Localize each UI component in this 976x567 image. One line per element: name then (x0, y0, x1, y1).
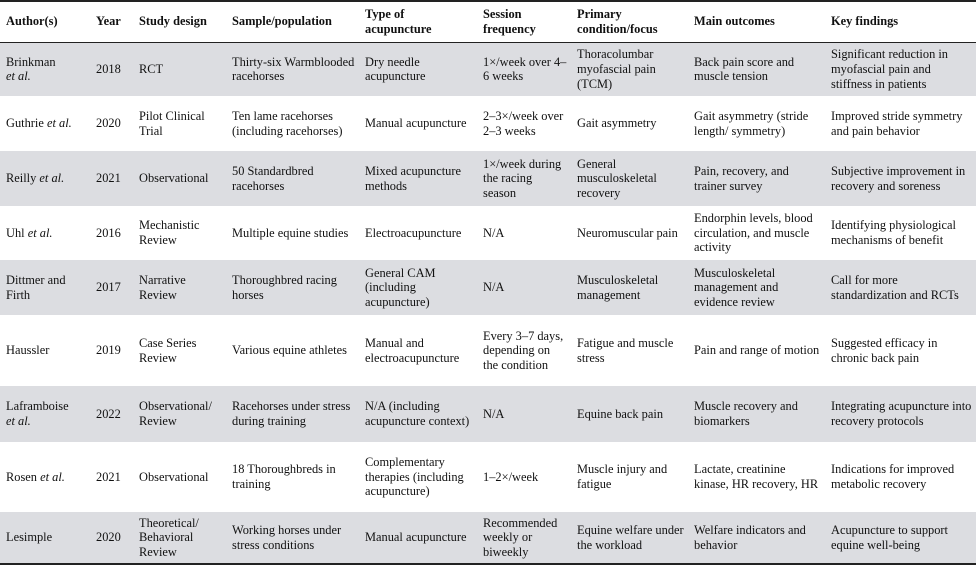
cell-type: Manual acupuncture (365, 116, 467, 131)
cell-frequency: N/A (477, 386, 571, 442)
cell-condition: General musculoskeletal recovery (571, 151, 688, 206)
cell-condition: Musculoskeletal management (571, 260, 688, 315)
table-header-row (0, 1, 976, 42)
cell-outcomes: Pain, recovery, and trainer survey (688, 151, 825, 206)
cell-type: Complementary therapies (including acupuncture) (365, 455, 464, 499)
cell-year: 2021 (90, 151, 133, 206)
cell-author (0, 151, 90, 206)
cell-condition: Gait asymmetry (577, 116, 657, 131)
cell-outcomes: Endorphin levels, blood circulation, and muscle activity (694, 211, 813, 255)
cell-year: 2020 (90, 512, 133, 564)
author-name: Laframboise (6, 399, 69, 414)
author-etal: et al. (6, 69, 31, 84)
cell-design: Narrative Review (133, 260, 226, 315)
cell-frequency: 2–3×/week over 2–3 weeks (483, 108, 564, 138)
cell-sample: Multiple equine studies (232, 225, 349, 240)
cell-frequency: N/A (477, 260, 571, 315)
author-etal: et al. (40, 469, 65, 484)
cell-year: 2022 (90, 386, 133, 442)
cell-author (0, 96, 90, 151)
table-row (0, 512, 976, 564)
cell-condition: Equine back pain (571, 386, 688, 442)
cell-findings: Improved stride symmetry and pain behavior (831, 108, 963, 138)
cell-type: General CAM (including acupuncture) (359, 260, 477, 315)
cell-design: Observational/ Review (133, 386, 226, 442)
cell-condition: Fatigue and muscle stress (577, 335, 674, 365)
author-name: Brinkman (6, 54, 56, 69)
cell-sample: Ten lame racehorses (including racehorses) (232, 108, 343, 138)
cell-condition: Thoracolumbar myofascial pain (TCM) (571, 42, 688, 96)
cell-findings: Acupuncture to support equine well-being (825, 512, 976, 564)
cell-year: 2021 (96, 469, 121, 484)
header-primary-condition: Primary condition/focus (571, 1, 688, 42)
header-session-frequency: Session frequency (477, 1, 571, 42)
cell-year: 2018 (90, 42, 133, 96)
cell-outcomes: Musculoskeletal management and evidence review (688, 260, 825, 315)
cell-type: Manual and electroacupuncture (365, 335, 460, 365)
cell-frequency: 1×/week over 4–6 weeks (477, 42, 571, 96)
cell-author (0, 206, 90, 260)
cell-condition: Equine welfare under the workload (571, 512, 688, 564)
cell-findings: Integrating acupuncture into recovery protocols (825, 386, 976, 442)
header-sample: Sample/population (226, 1, 359, 42)
cell-sample: Thoroughbred racing horses (226, 260, 359, 315)
cell-design: Theoretical/ Behavioral Review (133, 512, 226, 564)
author-name: Rosen (6, 469, 37, 484)
cell-sample: Racehorses under stress during training (226, 386, 359, 442)
cell-author (0, 512, 90, 564)
author-name: Guthrie (6, 116, 44, 131)
table-row (0, 151, 976, 206)
cell-design: Mechanistic Review (139, 218, 200, 247)
table-row (0, 206, 976, 260)
author-name: Reilly (6, 171, 37, 186)
header-key-findings: Key findings (825, 1, 976, 42)
cell-author (0, 386, 90, 442)
cell-findings: Significant reduction in myofascial pain and stiffness in patients (825, 42, 976, 96)
author-etal: et al. (39, 171, 65, 186)
header-study-design: Study design (133, 1, 226, 42)
cell-sample: Various equine athletes (232, 343, 347, 358)
cell-findings: Identifying physiological mechanisms of benefit (831, 218, 956, 247)
cell-outcomes: Pain and range of motion (694, 343, 820, 358)
author-etal: et al. (46, 116, 72, 131)
table-row (0, 42, 976, 96)
cell-author (0, 315, 90, 386)
cell-frequency: 1–2×/week (483, 469, 539, 484)
cell-design: Pilot Clinical Trial (139, 108, 205, 138)
table-row (0, 96, 976, 151)
author-name: Lesimple (6, 530, 53, 545)
cell-design: Case Series Review (139, 335, 197, 365)
header-year: Year (90, 1, 133, 42)
cell-type: Manual acupuncture (359, 512, 477, 564)
cell-outcomes: Lactate, creatinine kinase, HR recovery, HR (694, 462, 819, 491)
cell-outcomes: Gait asymmetry (stride length/ symmetry) (694, 108, 809, 138)
cell-design: Observational (139, 469, 209, 484)
cell-outcomes: Welfare indicators and behavior (688, 512, 825, 564)
table-row (0, 315, 976, 386)
cell-year: 2020 (96, 116, 121, 131)
cell-author (0, 442, 90, 512)
cell-outcomes: Muscle recovery and biomarkers (688, 386, 825, 442)
cell-design: Observational (133, 151, 226, 206)
cell-findings: Suggested efficacy in chronic back pain (831, 335, 938, 365)
cell-type: Mixed acupuncture methods (359, 151, 477, 206)
author-etal: et al. (27, 225, 53, 240)
author-name: Dittmer and Firth (6, 272, 66, 302)
cell-findings: Subjective improvement in recovery and soreness (825, 151, 976, 206)
cell-frequency: Every 3–7 days, depending on the condition (483, 328, 564, 372)
author-etal: et al. (6, 414, 31, 428)
cell-condition: Neuromuscular pain (577, 225, 678, 240)
cell-sample: 18 Thoroughbreds in training (232, 462, 336, 491)
cell-design: RCT (133, 42, 226, 96)
cell-author (0, 260, 90, 315)
table-row (0, 260, 976, 315)
cell-year: 2017 (90, 260, 133, 315)
cell-frequency: Recommended weekly or biweekly (477, 512, 571, 564)
cell-sample: Working horses under stress conditions (226, 512, 359, 564)
cell-frequency: 1×/week during the racing season (477, 151, 571, 206)
table-row (0, 442, 976, 512)
cell-sample: Thirty-six Warmblooded racehorses (226, 42, 359, 96)
header-main-outcomes: Main outcomes (688, 1, 825, 42)
header-author: Author(s) (0, 1, 90, 42)
cell-year: 2016 (96, 225, 121, 240)
table-row (0, 386, 976, 442)
cell-sample: 50 Standardbred racehorses (226, 151, 359, 206)
header-acupuncture-type: Type of acupuncture (359, 1, 477, 42)
cell-year: 2019 (96, 343, 121, 358)
cell-findings: Indications for improved metabolic recovery (831, 462, 955, 491)
cell-type: N/A (including acupuncture context) (359, 386, 477, 442)
author-name: Haussler (6, 343, 50, 358)
cell-type: Electroacupuncture (365, 225, 462, 240)
cell-outcomes: Back pain score and muscle tension (688, 42, 825, 96)
cell-condition: Muscle injury and fatigue (577, 462, 668, 491)
cell-type: Dry needle acupuncture (359, 42, 477, 96)
cell-author (0, 42, 90, 96)
cell-findings: Call for more standardization and RCTs (825, 260, 976, 315)
author-name: Uhl (6, 225, 25, 240)
cell-frequency: N/A (483, 225, 505, 240)
